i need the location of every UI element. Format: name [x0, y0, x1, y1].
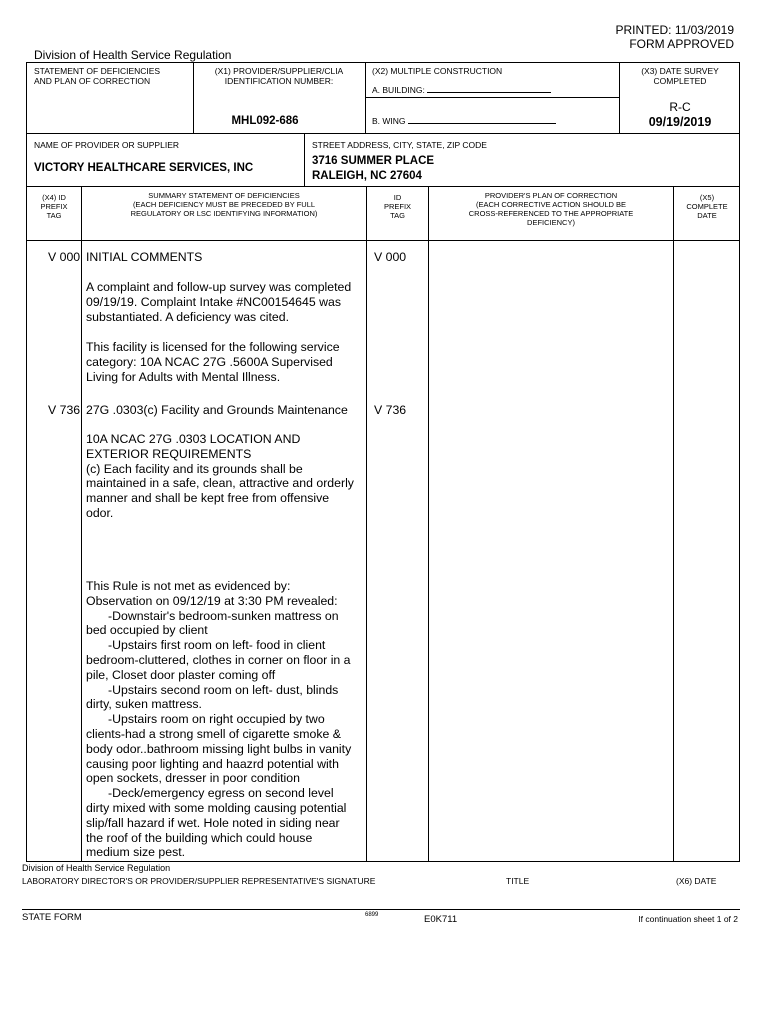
- footer-agency: Division of Health Service Regulation: [22, 863, 171, 873]
- finding-line: open sockets, dresser in poor condition: [86, 771, 300, 786]
- v000-paragraph-1: A complaint and follow-up survey was completed 09/19/19. Complaint Intake #NC00154645 was substantiated. A deficiency was cited.: [86, 280, 352, 324]
- agency-title: Division of Health Service Regulation: [34, 48, 232, 62]
- finding-line: dirty, suken mattress.: [86, 697, 202, 712]
- col-plan-header: PROVIDER'S PLAN OF CORRECTION (EACH CORRECTIVE ACTION SHOULD BE CROSS-REFERENCED TO THE APPROPRIATE DEFICIENCY): [468, 191, 634, 227]
- finding-line: causing poor lighting and haazrd potential with: [86, 756, 339, 771]
- form-number: 6899: [365, 912, 379, 918]
- finding-line: the roof of the building which could house: [86, 830, 313, 845]
- finding-line: -Upstairs room on right occupied by two: [108, 712, 325, 727]
- col-id-header: ID PREFIX TAG: [383, 193, 412, 220]
- finding-line: This Rule is not met as evidenced by:: [86, 579, 291, 593]
- col-x4-header: (X4) ID PREFIX TAG: [40, 193, 68, 220]
- finding-line: -Downstair's bedroom-sunken mattress on: [108, 608, 339, 623]
- stmt-label: STATEMENT OF DEFICIENCIES AND PLAN OF CORRECTION: [34, 66, 161, 86]
- x3-date: 09/19/2019: [648, 115, 712, 129]
- finding-line: medium size pest.: [86, 845, 186, 860]
- provider-name: VICTORY HEALTHCARE SERVICES, INC: [34, 162, 254, 174]
- finding-line: Observation on 09/12/19 at 3:30 PM revealed:: [86, 593, 338, 608]
- provider-name-label: NAME OF PROVIDER OR SUPPLIER: [34, 140, 179, 150]
- v000-paragraph-2: This facility is licensed for the following service category: 10A NCAC 27G .5600A Supervised Living for Adults with Mental Illness.: [86, 340, 340, 384]
- col-summary-header: SUMMARY STATEMENT OF DEFICIENCIES (EACH DEFICIENCY MUST BE PRECEDED BY FULL REGULATORY OR LSC IDENTIFYING INFORMATION): [130, 191, 318, 218]
- id-v000: V 000: [374, 250, 407, 264]
- id-v736: V 736: [374, 403, 407, 417]
- col-x5-header: (X5) COMPLETE DATE: [686, 193, 728, 220]
- x2-label: (X2) MULTIPLE CONSTRUCTION: [372, 66, 503, 76]
- v736-findings: [86, 579, 364, 860]
- finding-line: dirty mixed with some molding causing potential: [86, 800, 347, 815]
- finding-line: pile, Closet door plaster coming off: [86, 667, 276, 682]
- finding-line: bedroom-cluttered, clothes in corner on floor in a: [86, 652, 351, 667]
- v736-rule-text: 10A NCAC 27G .0303 LOCATION AND EXTERIOR REQUIREMENTS (c) Each facility and its grounds shall be maintained in a safe, clean, attractive and orderly manner and shall be kept free from offensive odor.: [86, 432, 354, 520]
- tag-v000: V 000: [48, 250, 81, 264]
- city-state-zip: RALEIGH, NC 27604: [312, 170, 422, 182]
- wing-field: B. WING: [372, 114, 556, 126]
- title-label: TITLE: [506, 876, 530, 886]
- finding-line: clients-had a strong smell of cigarette smoke &: [86, 726, 341, 741]
- x3-code: R-C: [669, 100, 691, 114]
- street-address: 3716 SUMMER PLACE: [312, 155, 435, 167]
- state-form-label: STATE FORM: [22, 912, 82, 923]
- signature-label: LABORATORY DIRECTOR'S OR PROVIDER/SUPPLIER REPRESENTATIVE'S SIGNATURE: [22, 876, 376, 886]
- finding-line: -Upstairs second room on left- dust, blinds: [108, 682, 339, 697]
- continuation-sheet: If continuation sheet 1 of 2: [638, 914, 738, 924]
- form-approved: FORM APPROVED: [629, 37, 734, 51]
- tag-v736: V 736: [48, 403, 81, 417]
- date-label: (X6) DATE: [676, 876, 717, 886]
- x1-label: (X1) PROVIDER/SUPPLIER/CLIA IDENTIFICATION NUMBER:: [214, 66, 344, 86]
- finding-line: slip/fall hazard if wet. Hole noted in siding near: [86, 815, 340, 830]
- initial-comments-title: INITIAL COMMENTS: [86, 250, 203, 264]
- finding-line: -Deck/emergency egress on second level: [108, 786, 334, 801]
- finding-line: -Upstairs first room on left- food in client: [108, 638, 326, 653]
- printed-date: PRINTED: 11/03/2019: [615, 23, 734, 37]
- v736-title: 27G .0303(c) Facility and Grounds Maintenance: [86, 403, 348, 417]
- finding-line: body odor..bathroom missing light bulbs in vanity: [86, 741, 352, 756]
- x3-label: (X3) DATE SURVEY COMPLETED: [641, 66, 719, 86]
- building-field: A. BUILDING:: [372, 83, 551, 95]
- finding-line: bed occupied by client: [86, 623, 208, 638]
- address-label: STREET ADDRESS, CITY, STATE, ZIP CODE: [312, 140, 487, 150]
- x1-id-number: MHL092-686: [231, 115, 299, 127]
- event-id: E0K711: [424, 914, 458, 925]
